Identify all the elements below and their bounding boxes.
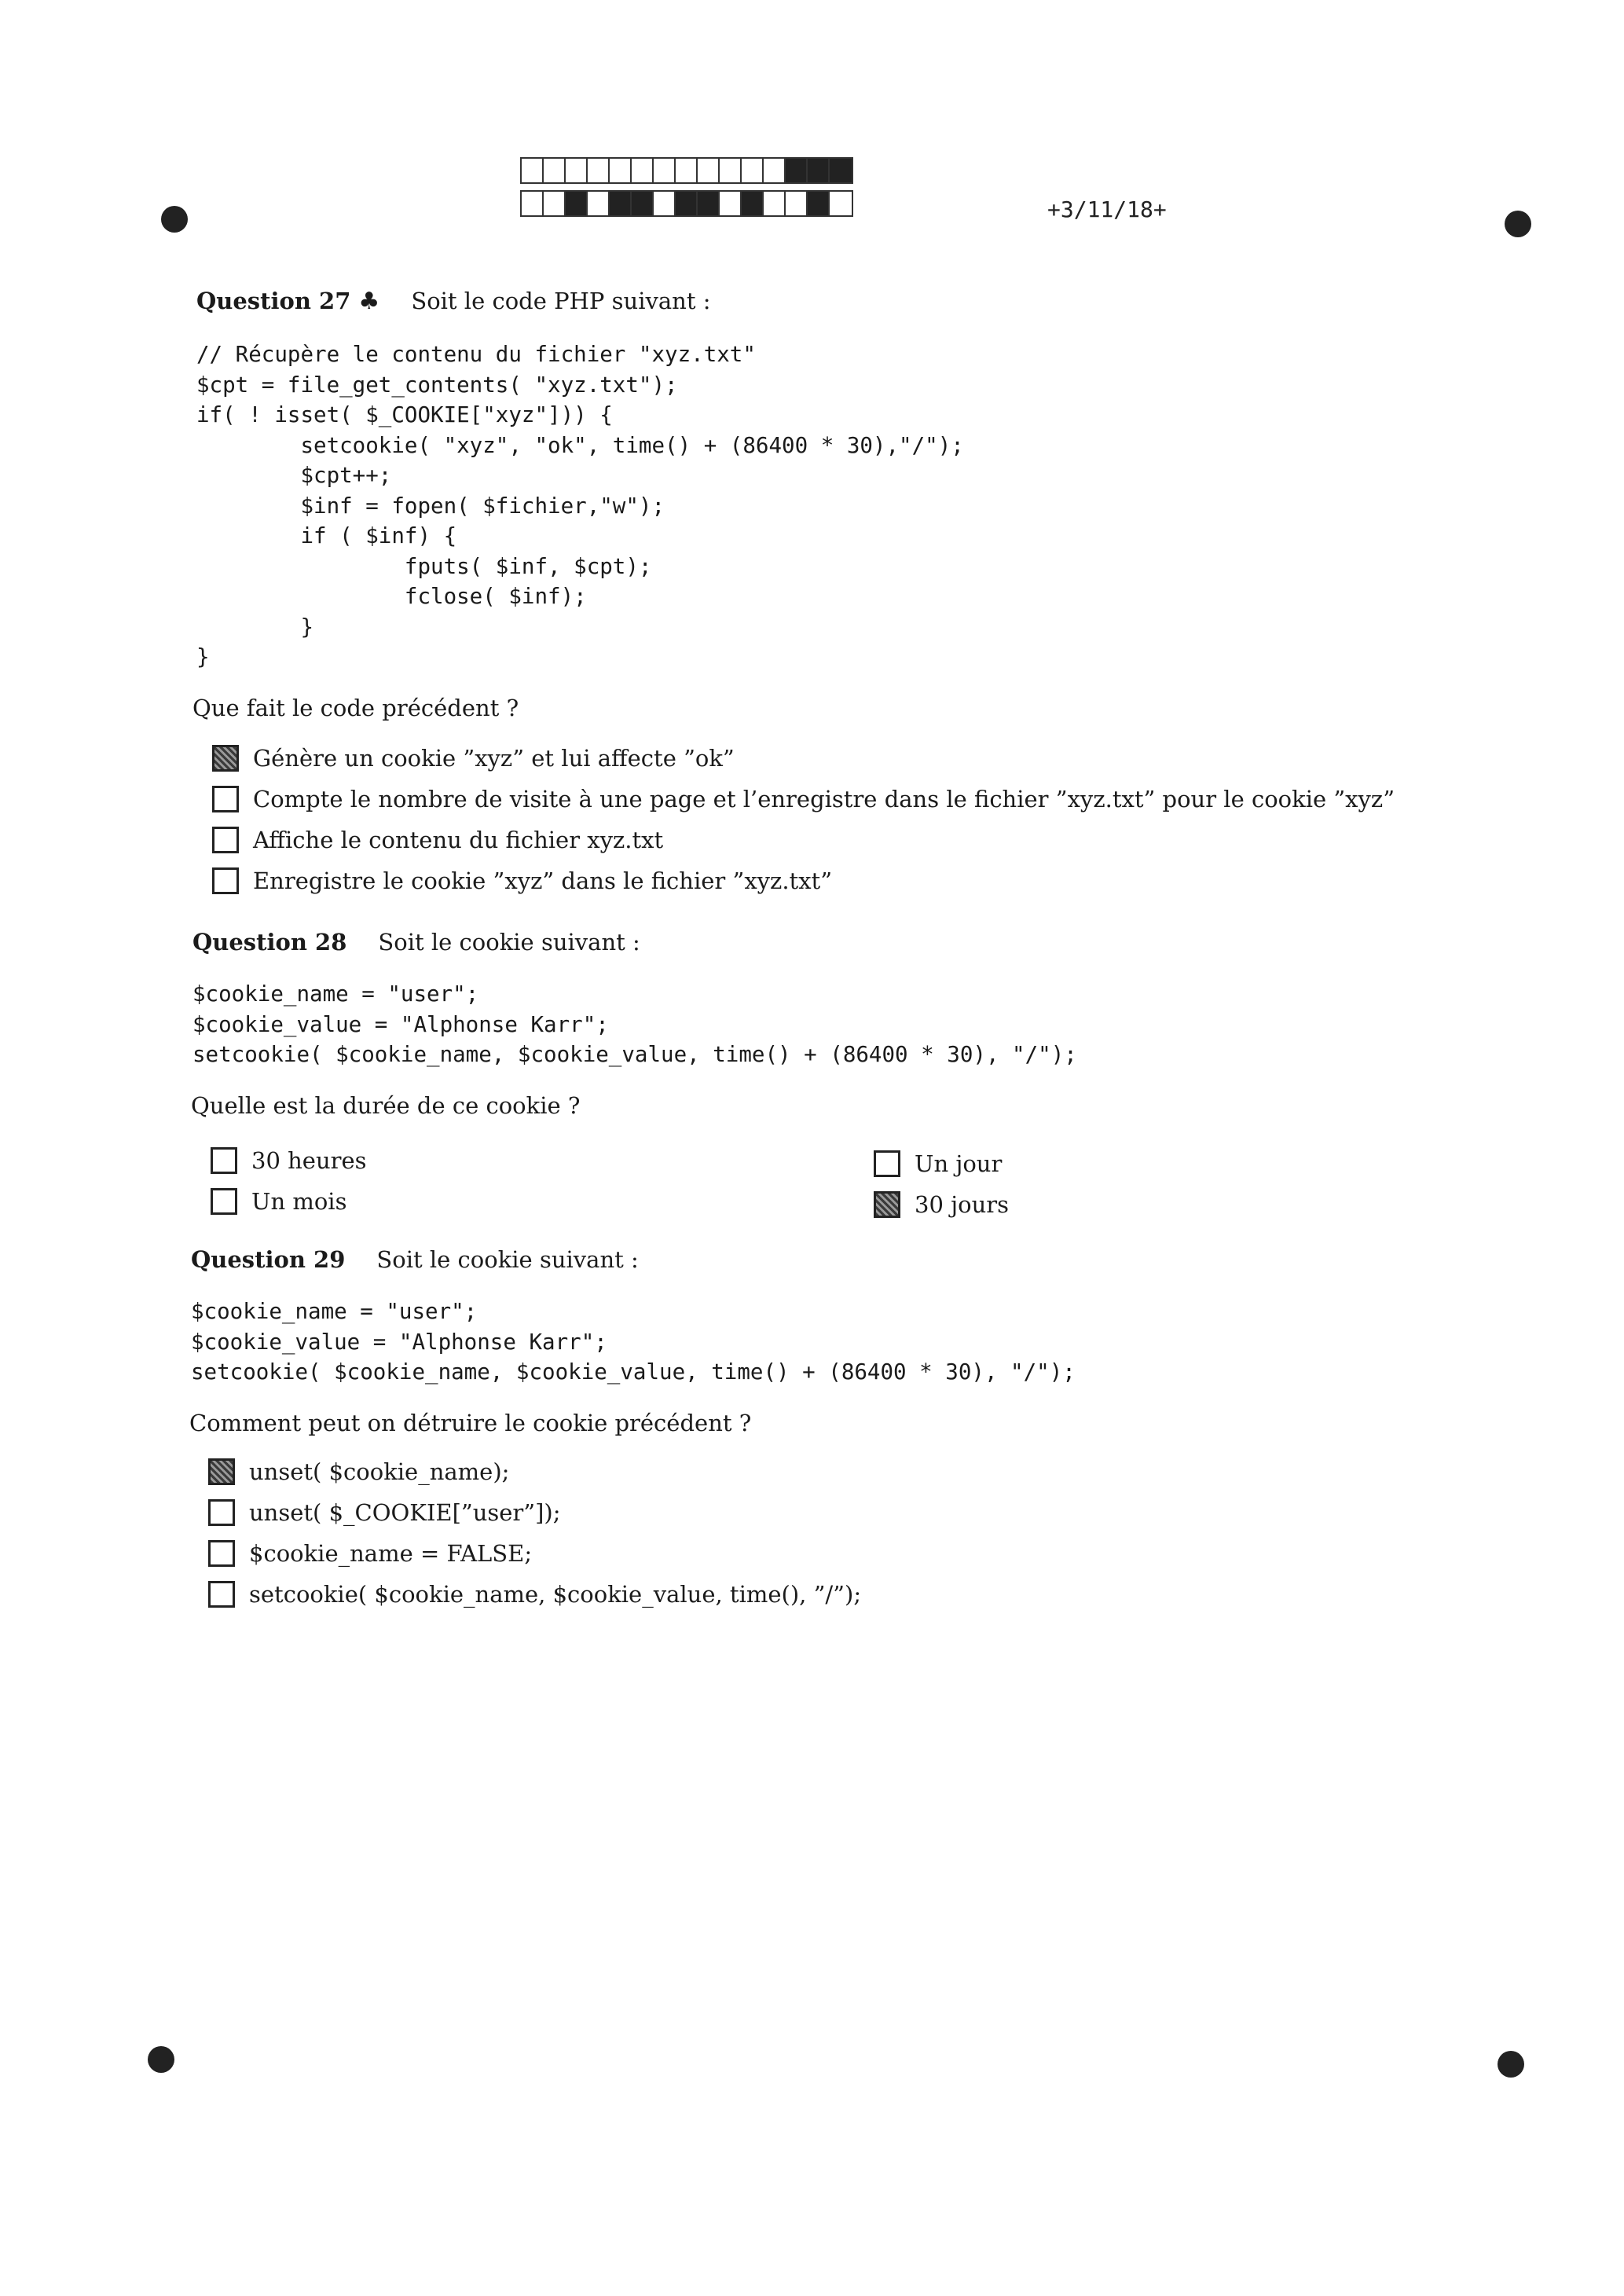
barcode-cell [544, 159, 566, 182]
question-29-code: $cookie_name = "user"; $cookie_value = "Alphonse Karr"; setcookie( $cookie_name, $cookie_value, time() + (86400 * 30), "/"); [191, 1299, 1076, 1385]
choice-label: Enregistre le cookie ”xyz” dans le fichier ”xyz.txt” [253, 867, 833, 894]
question-28-choice-4[interactable] [874, 1191, 1009, 1218]
registration-mark-top-right [1505, 211, 1531, 237]
barcode-cell [808, 159, 830, 182]
question-28-choice-1[interactable] [211, 1147, 367, 1174]
question-27-heading [196, 288, 710, 315]
barcode-cell [676, 192, 698, 215]
choice-label: unset( $cookie_name); [249, 1458, 510, 1485]
choice-label: Affiche le contenu du fichier xyz.txt [253, 827, 664, 853]
barcode-cell [808, 192, 830, 215]
barcode-cell [522, 192, 544, 215]
barcode-cell [610, 159, 632, 182]
barcode-cell [720, 192, 742, 215]
choice-label: unset( $_COOKIE[”user”]); [249, 1499, 561, 1526]
barcode-cell [786, 159, 808, 182]
question-28-intro: Soit le cookie suivant : [378, 929, 640, 955]
barcode-cell [566, 159, 588, 182]
barcode-cell [676, 159, 698, 182]
barcode-cell [654, 192, 676, 215]
answer-checkbox[interactable] [212, 827, 239, 853]
question-27-choice-3[interactable] [212, 827, 663, 853]
barcode-cell [544, 192, 566, 215]
question-27-code: // Récupère le contenu du fichier "xyz.txt" $cpt = file_get_contents( "xyz.txt"); if( ! isset( $_COOKIE["xyz"])) { setcookie( "xyz", "ok", time() + (86400 * 30),"/"); $cpt++; $inf = fopen( $fichier,"w"); if ( $inf) { fputs( $inf, $cpt); fclose( $inf); } } [196, 342, 964, 669]
barcode-cell [632, 192, 654, 215]
answer-checkbox[interactable] [212, 867, 239, 894]
barcode-cell [830, 159, 852, 182]
answer-checkbox[interactable] [874, 1150, 900, 1177]
question-27-choice-1[interactable] [212, 745, 735, 772]
question-29-label: Question 29 [191, 1246, 346, 1273]
answer-checkbox[interactable] [212, 745, 239, 772]
question-27-label: Question 27 [196, 288, 351, 314]
barcode-cell [742, 192, 764, 215]
choice-label: Un mois [251, 1188, 347, 1215]
question-29-prompt: Comment peut on détruire le cookie précédent ? [189, 1410, 752, 1436]
choice-label: Compte le nombre de visite à une page et l’enregistre dans le fichier ”xyz.txt” pour le cookie ”xyz” [253, 786, 1395, 812]
question-29-choice-2[interactable] [208, 1499, 561, 1526]
barcode-cell [720, 159, 742, 182]
question-29-heading [191, 1246, 639, 1273]
answer-checkbox[interactable] [211, 1188, 237, 1215]
barcode-row-2 [520, 190, 853, 217]
club-icon: ♣ [358, 288, 380, 315]
question-27-prompt: Que fait le code précédent ? [192, 695, 519, 721]
choice-label: Génère un cookie ”xyz” et lui affecte ”ok” [253, 745, 735, 772]
barcode-cell [632, 159, 654, 182]
barcode-cell [764, 192, 786, 215]
answer-checkbox[interactable] [208, 1499, 235, 1526]
barcode-cell [764, 159, 786, 182]
barcode-cell [566, 192, 588, 215]
barcode-cell [654, 159, 676, 182]
choice-label: setcookie( $cookie_name, $cookie_value, time(), ”/”); [249, 1581, 862, 1608]
question-28-code: $cookie_name = "user"; $cookie_value = "Alphonse Karr"; setcookie( $cookie_name, $cookie_value, time() + (86400 * 30), "/"); [192, 981, 1077, 1067]
question-29-choice-1[interactable] [208, 1458, 509, 1485]
barcode-cell [742, 159, 764, 182]
barcode-cell [786, 192, 808, 215]
question-28-heading [192, 929, 640, 955]
answer-checkbox[interactable] [874, 1191, 900, 1218]
choice-label: 30 jours [915, 1191, 1009, 1218]
registration-mark-top-left [161, 206, 188, 233]
barcode-cell [610, 192, 632, 215]
answer-checkbox[interactable] [208, 1540, 235, 1567]
answer-checkbox[interactable] [208, 1581, 235, 1608]
registration-mark-bottom-left [148, 2046, 174, 2073]
barcode-cell [698, 159, 720, 182]
question-27-intro: Soit le code PHP suivant : [411, 288, 711, 314]
registration-mark-bottom-right [1498, 2051, 1524, 2078]
choice-label: $cookie_name = FALSE; [249, 1540, 533, 1567]
question-29-intro: Soit le cookie suivant : [376, 1246, 639, 1273]
question-28-label: Question 28 [192, 929, 347, 955]
barcode-cell [830, 192, 852, 215]
page-barcode [520, 157, 853, 217]
question-27-choice-4[interactable] [212, 867, 832, 894]
choice-label: 30 heures [251, 1147, 367, 1174]
barcode-row-1 [520, 157, 853, 184]
page-identifier: +3/11/18+ [1047, 196, 1167, 222]
question-29-choice-4[interactable] [208, 1581, 861, 1608]
question-28-prompt: Quelle est la durée de ce cookie ? [191, 1092, 581, 1119]
answer-checkbox[interactable] [212, 786, 239, 812]
question-27-choice-2[interactable] [212, 786, 1395, 812]
question-29-choice-3[interactable] [208, 1540, 532, 1567]
answer-checkbox[interactable] [208, 1458, 235, 1485]
barcode-cell [522, 159, 544, 182]
answer-checkbox[interactable] [211, 1147, 237, 1174]
choice-label: Un jour [915, 1150, 1003, 1177]
barcode-cell [588, 159, 610, 182]
barcode-cell [698, 192, 720, 215]
barcode-cell [588, 192, 610, 215]
question-28-choice-3[interactable] [874, 1150, 1002, 1177]
question-28-choice-2[interactable] [211, 1188, 346, 1215]
